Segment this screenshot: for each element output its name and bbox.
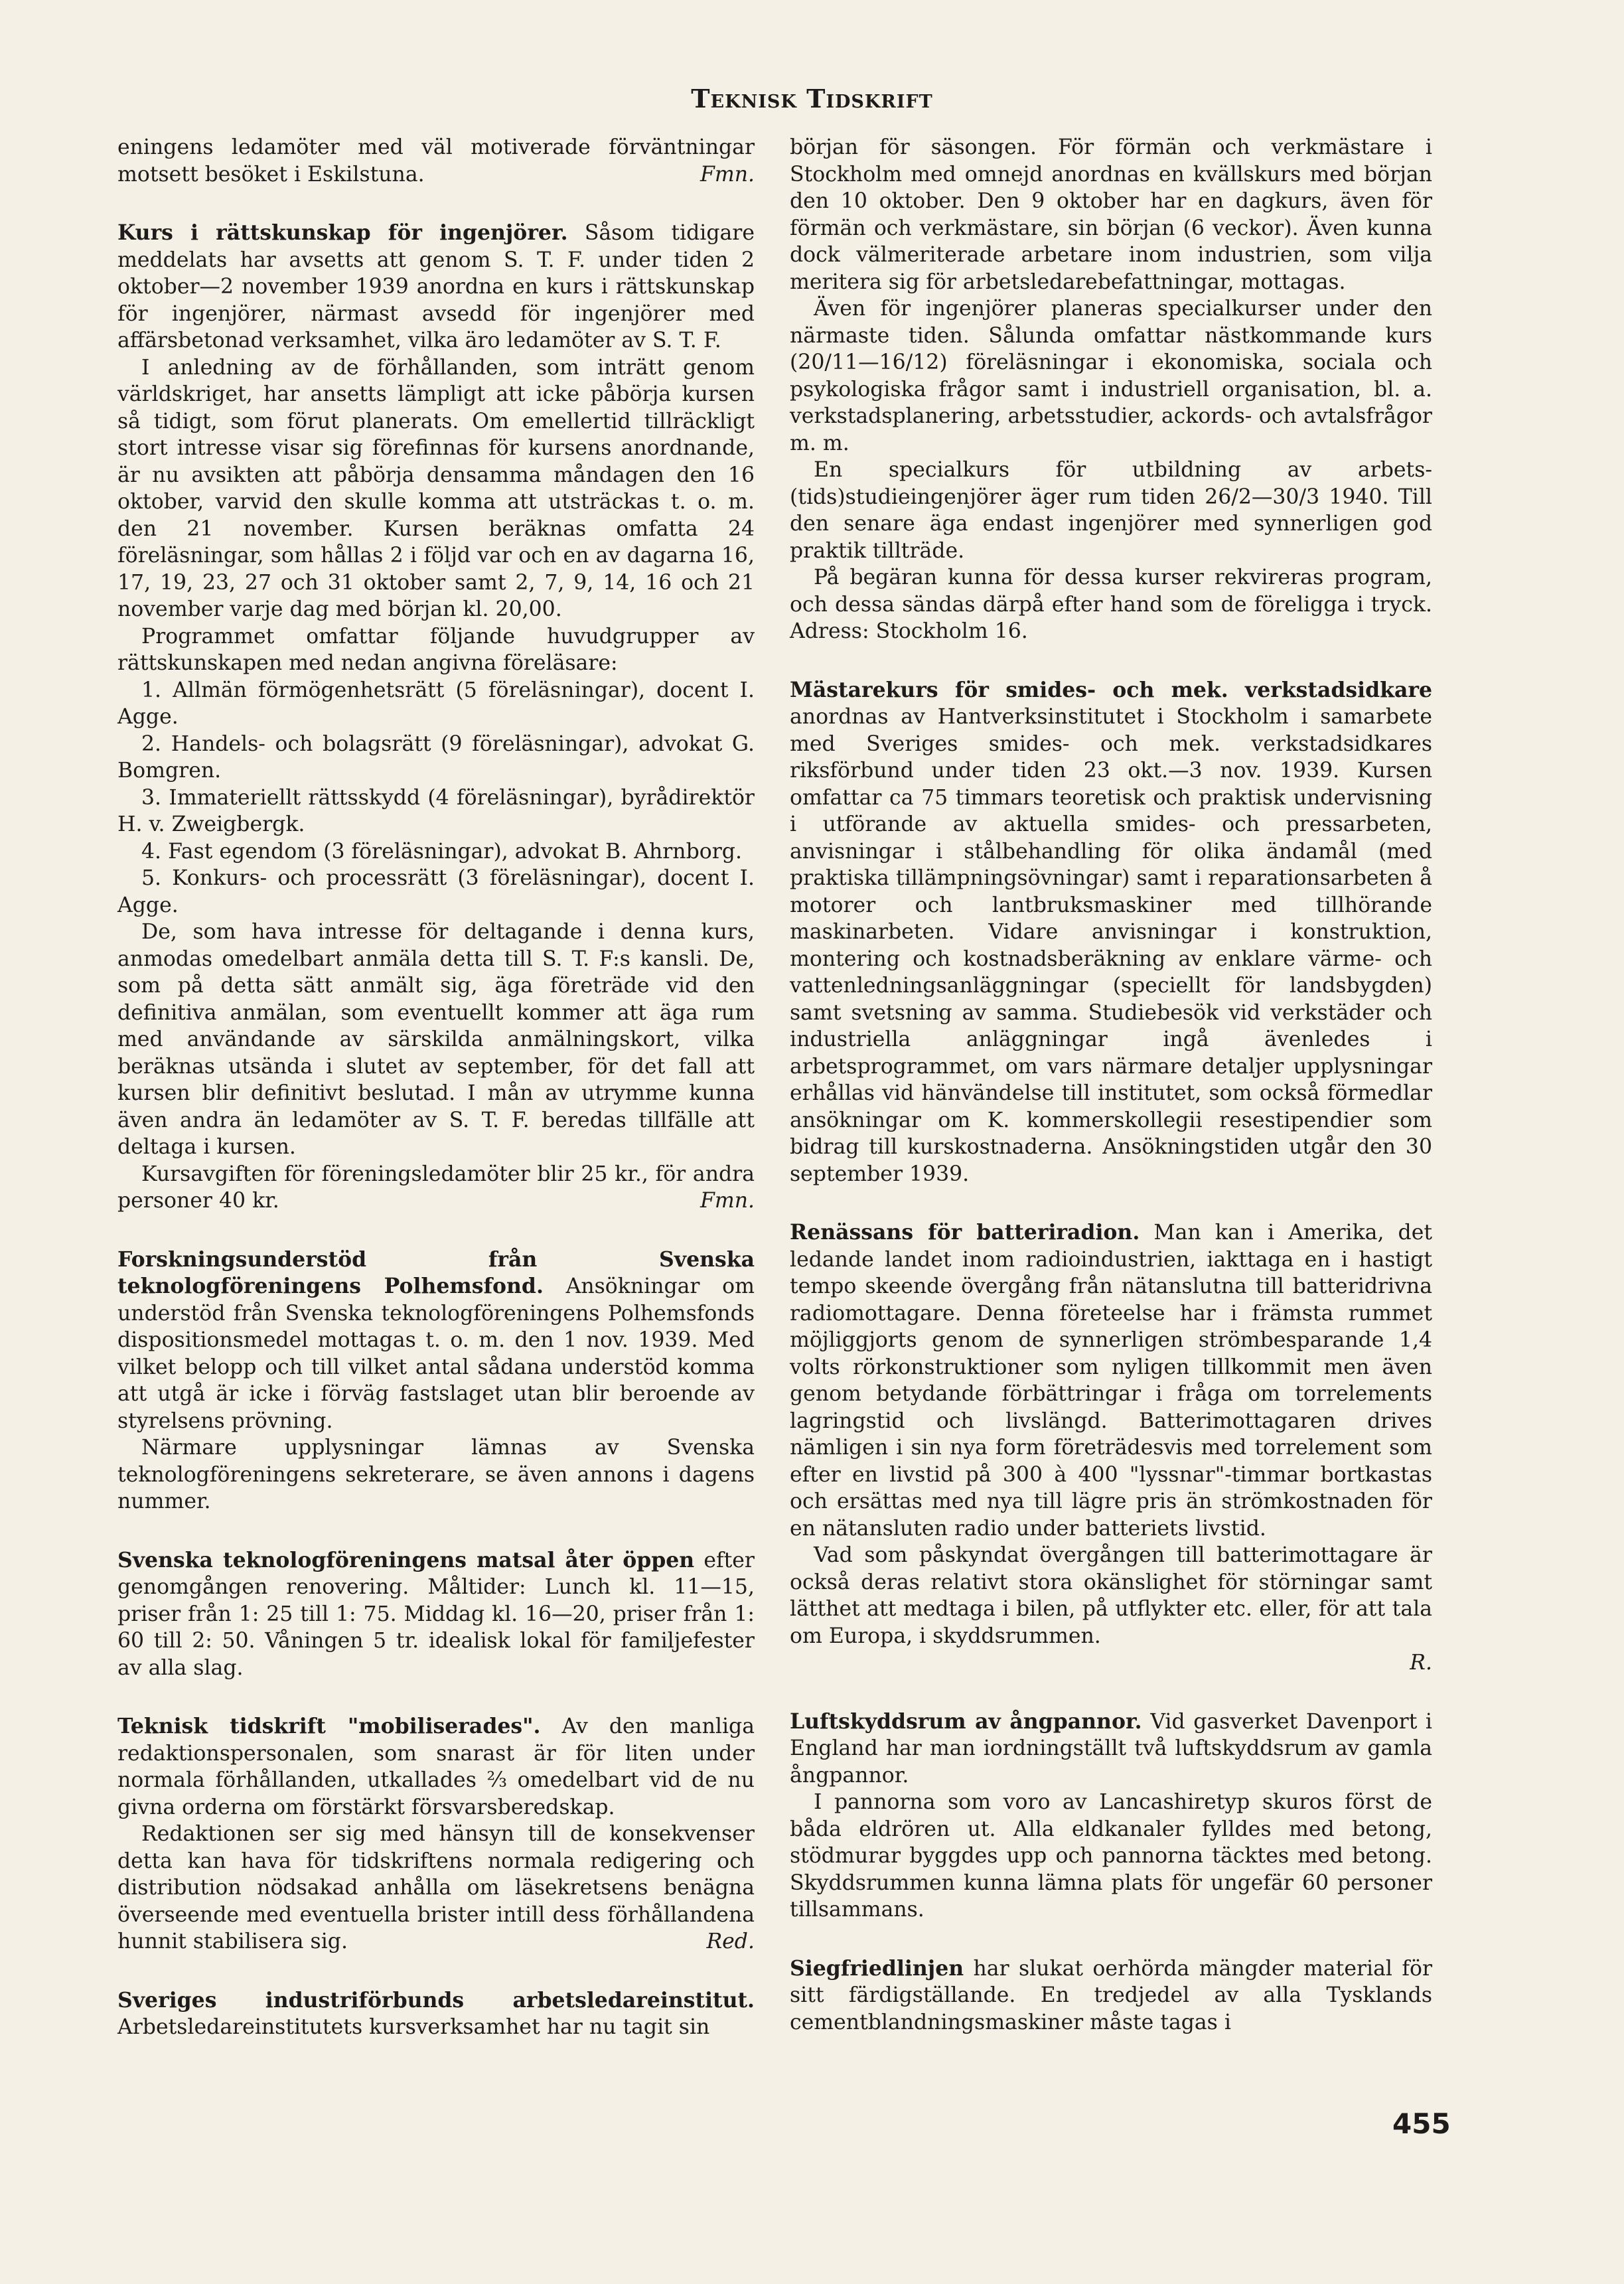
lecture-list-item: 5. Konkurs- och processrätt (3 föreläsningar), docent I. Agge. (117, 866, 755, 917)
signature: R. (1410, 1651, 1432, 1675)
page-number: 455 (1392, 2107, 1451, 2140)
article-heading: Forskningsunderstöd från Svenska teknologföreningens Polhemsfond. (117, 1247, 755, 1298)
article-text: har slukat oerhörda mängder material för sitt färdigställande. En tredjedel av alla Tysklands cementblandningsmaskiner måste tagas i (790, 1956, 1433, 2034)
article-heading: Siegfriedlinjen (790, 1955, 964, 1981)
article-kurs-rattskunskap (117, 220, 755, 1215)
article-text: Arbetsledareinstitutets kursverksamhet har nu tagit sin (117, 2015, 710, 2039)
article-text: Såsom tidigare meddelats har avsetts att genom S. T. F. under tiden 2 oktober—2 november 1939 anordna en kurs i rättskunskap för ingenjörer, närmast avsedd för ingenjörer med affärsbetonad verksamhet, vilka äro ledamöter av S. T. F. (117, 221, 755, 352)
article-text: Kursavgiften för föreningsledamöter blir 25 kr., för andra personer 40 kr. (117, 1162, 755, 1213)
article-text: Vid gasverket Davenport i England har man iordningställt två luftskyddsrum av gamla ångpannor. (790, 1709, 1432, 1788)
article-paragraph: Vad som påskyndat övergången till batterimottagare är också deras relativt stora okänslighet för störningar samt lätthet att medtaga i bilen, på utflykter etc. eller, för att tala om Europa, i skyddsrummen. (790, 1543, 1432, 1648)
lecture-list-item: 4. Fast egendom (3 föreläsningar), advokat B. Ahrnborg. (141, 839, 742, 864)
article-paragraph: På begäran kunna för dessa kurser rekvireras program, och dessa sändas därpå efter hand som de föreligga i tryck. Adress: Stockholm 16. (790, 566, 1432, 643)
article-paragraph: En specialkurs för utbildning av arbets-(tids)studieingenjörer äger rum tiden 26/2—30/3 1940. Till den senare äga endast ingenjörer med synnerligen god praktik tillträde. (790, 458, 1432, 563)
article-heading: Teknisk tidskrift "mobiliserades". (117, 1714, 541, 1738)
right-column (790, 134, 1432, 2036)
lecture-list-item: 2. Handels- och bolagsrätt (9 föreläsningar), advokat G. Bomgren. (117, 731, 755, 783)
article-arbetsledareinstitut (117, 1987, 755, 2041)
article-text: Man kan i Amerika, det ledande landet inom radioindustrien, iakttaga en i hastigt tempo skeende övergång från nätanslutna till batteridrivna radiomottagare. Denna företeelse har i främsta rummet möjliggjorts genom de synnerligen strömbesparande 1,4 volts rörkonstruktioner som nyligen tillkommit men även genom betydande förbättringar i fråga om torrelements lagringstid och livslängd. Batterimottagaren drives nämligen i sin nya form företrädesvis med torrelement som efter en livstid på 300 à 400 "lyssnar"-timmar bortkastas och ersättas med nya till lägre pris än strömkostnaden för en nätansluten radio under batteriets livstid. (790, 1221, 1433, 1541)
article-arbetsledareinstitut-cont (790, 134, 1432, 645)
signature: Fmn. (700, 1189, 755, 1213)
article-heading: Sveriges industriförbunds arbetsledareinstitut. (117, 1987, 755, 2013)
article-text: eningens ledamöter med väl motiverade förväntningar motsett besöket i Eskilstuna. (117, 135, 755, 187)
lecture-list-item: 3. Immateriellt rättsskydd (4 föreläsningar), byrådirektör H. v. Zweigbergk. (117, 785, 755, 836)
article-text: anordnas av Hantverksinstitutet i Stockholm i samarbete med Sveriges smides- och mek. verkstadsidkares riksförbund under tiden 23 okt.—3 nov. 1939. Kursen omfattar ca 75 timmars teoretisk och praktisk undervisning i utförande av aktuella smides- och pressarbeten, anvisningar i stålbehandling för olika ändamål (med praktiska tillämpningsövningar) samt i reparationsarbeten å motorer och lantbruksmaskiner med tillhörande maskinarbeten. Vidare anvisningar i konstruktion, montering och kostnadsberäkning av enklare värme- och vattenledningsanläggningar (speciellt för landsbygden) samt svetsning av samma. Studiebesök vid verkstäder och industriella anläggningar ingå ävenledes i arbetsprogrammet, om vars närmare detaljer upplysningar erhållas vid hänvändelse till institutet, som också förmedlar ansökningar om K. kommerskollegii resestipendier som bidrag till kurskostnaderna. Ansökningstiden utgår den 30 september 1939. (790, 705, 1432, 1186)
article-text: efter genomgången renovering. Måltider: Lunch kl. 11—15, priser från 1: 25 till 1: 75. Middag kl. 16—20, priser från 1: 60 till 2: 50. Våningen 5 tr. idealisk lokal för familjefester av alla slag. (117, 1548, 755, 1680)
article-polhemsfond (117, 1247, 755, 1515)
journal-header: Teknisk Tidskrift (691, 84, 933, 114)
article-paragraph: I pannorna som voro av Lancashiretyp skuros först de båda eldrören ut. Alla eldkanaler fylldes med betong, stödmurar byggdes upp och pannorna täcktes med betong. Skyddsrummen kunna lämna plats för ungefär 60 personer tillsammans. (790, 1790, 1432, 1922)
article-text: Ansökningar om understöd från Svenska teknologföreningens Polhemsfonds dispositionsmedel mottagas t. o. m. den 1 nov. 1939. Med vilket belopp och till vilket antal sådana understöd komma att utgå är icke i förväg fastslaget utan blir beroende av styrelsens prövning. (117, 1274, 755, 1433)
signature: Red. (706, 1930, 755, 1953)
article-heading: Renässans för batteriradion. (790, 1220, 1140, 1245)
article-mobiliserades (117, 1713, 755, 1955)
article-paragraph: Även för ingenjörer planeras specialkurser under den närmaste tiden. Sålunda omfattar nästkommande kurs (20/11—16/12) föreläsningar i ekonomiska, sociala och psykologiska frågor samt i industriell organisation, bl. a. verkstadsplanering, arbetsstudier, ackords- och avtalsfrågor m. m. (790, 297, 1432, 455)
article-heading: Mästarekurs för smides- och mek. verkstadsidkare (790, 677, 1432, 702)
article-paragraph: De, som hava intresse för deltagande i denna kurs, anmodas omedelbart anmäla detta till S. T. F:s kansli. De, som på detta sätt anmält sig, äga företräde vid den definitiva anmälan, som eventuellt kommer att äga rum med användande av särskilda anmälningskort, vilka beräknas utsända i slutet av september, för det fall att kursen blir definitivt beslutad. I mån av utrymme kunna även andra än ledamöter av S. T. F. beredas tillfälle att deltaga i kursen. (117, 920, 755, 1159)
article-heading: Svenska teknologföreningens matsal åter öppen (117, 1547, 695, 1572)
article-text: Av den manliga redaktionspersonalen, som snarast är för liten under normala förhållanden, utkallades ⅔ omedelbart vid de nu givna orderna om förstärkt försvarsberedskap. (117, 1714, 755, 1819)
article-text: Redaktionen ser sig med hänsyn till de konsekvenser detta kan hava för tidskriftens normala redigering och distribution nödsakad anhålla om läsekretsens benägna överseende med eventuella brister intill dess förhållandena hunnit stabilisera sig. (117, 1822, 755, 1953)
article-paragraph: Närmare upplysningar lämnas av Svenska teknologföreningens sekreterare, se även annons i dagens nummer. (117, 1436, 755, 1513)
article-heading: Luftskyddsrum av ångpannor. (790, 1709, 1142, 1734)
article-heading: Kurs i rättskunskap för ingenjörer. (117, 220, 568, 245)
article-luftskyddsrum (790, 1709, 1432, 1924)
left-column (117, 134, 755, 2041)
article-siegfriedlinjen (790, 1955, 1432, 2036)
article-paragraph: Programmet omfattar följande huvudgrupper av rättskunskapen med nedan angivna föreläsare: (117, 624, 755, 675)
article-paragraph: början för säsongen. För förmän och verkmästare i Stockholm med omnejd anordnas en kvällskurs med början den 10 oktober. Den 9 oktober har en dagkurs, även för förmän och verkmästare, sin början (6 veckor). Även kunna dock välmeriterade arbetare inom industrien, som vilja meritera sig för arbetsledarebefattningar, mottagas. (790, 135, 1432, 294)
article-mastarekurs (790, 677, 1432, 1188)
article-matsal (117, 1547, 755, 1682)
lecture-list-item: 1. Allmän förmögenhetsrätt (5 föreläsningar), docent I. Agge. (117, 678, 755, 729)
signature: Fmn. (700, 162, 755, 187)
article-continuation (117, 134, 755, 188)
article-paragraph: I anledning av de förhållanden, som inträtt genom världskriget, har ansetts lämpligt att icke påbörja kursen så tidigt, som förut planerats. Om emellertid tillräckligt stort intresse visar sig förefinnas för kursens anordnande, är nu avsikten att påbörja densamma måndagen den 16 oktober, varvid den skulle komma att utsträckas t. o. m. den 21 november. Kursen beräknas omfatta 24 föreläsningar, som hållas 2 i följd var och en av dagarna 16, 17, 19, 23, 27 och 31 oktober samt 2, 7, 9, 14, 16 och 21 november varje dag med början kl. 20,00. (117, 355, 755, 621)
article-batteriradion (790, 1219, 1432, 1677)
